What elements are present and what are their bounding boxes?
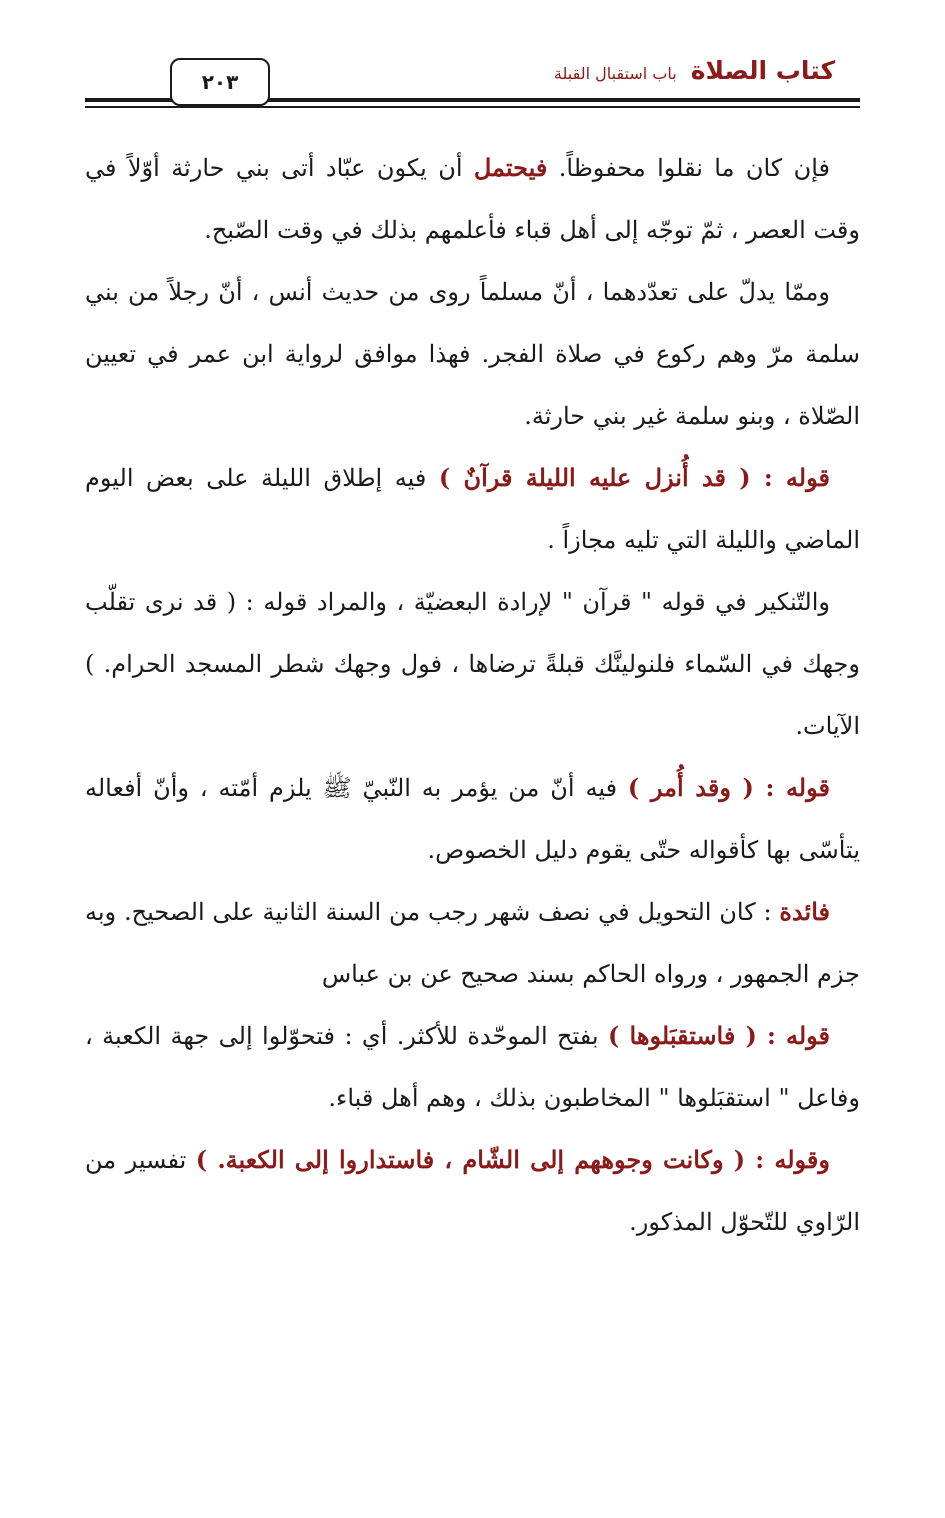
paragraph-5-lead: قوله : ( وقد أُمر ) xyxy=(627,773,830,802)
page-body xyxy=(85,137,860,1253)
paragraph-3-text: فيه إطلاق الليلة على بعض اليوم الماضي والليلة التي تليه مجازاً . xyxy=(85,464,860,554)
paragraph-3-lead: قوله : ( قد أُنزل عليه الليلة قرآنٌ ) xyxy=(438,463,830,492)
paragraph-7 xyxy=(85,1005,860,1129)
header-rule-thin xyxy=(85,106,860,108)
paragraph-1-text-before: فإن كان ما نقلوا محفوظاً. xyxy=(547,154,830,182)
running-header xyxy=(554,56,835,85)
paragraph-3 xyxy=(85,447,860,571)
paragraph-6 xyxy=(85,881,860,1005)
paragraph-8-lead: وقوله : ( وكانت وجوههم إلى الشّام ، فاستداروا إلى الكعبة. ) xyxy=(195,1145,830,1174)
page-header xyxy=(0,0,945,130)
page-number: ٢٠٣ xyxy=(170,58,270,106)
paragraph-4-text: والتّنكير في قوله " قرآن " لإرادة البعضيّة ، والمراد قوله : ( قد نرى تقلّب وجهك في السّماء فلنولينَّك قبلةً ترضاها ، فول وجهك شطر المسجد الحرام. ) الآيات. xyxy=(85,588,860,740)
paragraph-6-text: : كان التحويل في نصف شهر رجب من السنة الثانية على الصحيح. وبه جزم الجمهور ، ورواه الحاكم بسند صحيح عن بن عباس xyxy=(85,898,860,988)
paragraph-5-text: فيه أنّ من يؤمر به النّبيّ ﷺ يلزم أمّته ، وأنّ أفعاله يتأسّى بها كأقواله حتّى يقوم دليل الخصوص. xyxy=(85,774,860,864)
paragraph-6-lead: فائدة xyxy=(779,897,830,926)
paragraph-8 xyxy=(85,1129,860,1253)
paragraph-2-text: وممّا يدلّ على تعدّدهما ، أنّ مسلماً روى من حديث أنس ، أنّ رجلاً من بني سلمة مرّ وهم ركوع في صلاة الفجر. فهذا موافق لرواية ابن عمر في تعيين الصّلاة ، وبنو سلمة غير بني حارثة. xyxy=(85,278,860,430)
paragraph-8-text: تفسير من الرّاوي للتّحوّل المذكور. xyxy=(85,1146,860,1236)
paragraph-1-text-after: أن يكون عبّاد أتى بني حارثة أوّلاً في وقت العصر ، ثمّ توجّه إلى أهل قباء فأعلمهم بذلك في وقت الصّبح. xyxy=(85,154,860,244)
chapter-title: باب استقبال القبلة xyxy=(553,64,677,83)
paragraph-5 xyxy=(85,757,860,881)
paragraph-7-text: بفتح الموحّدة للأكثر. أي : فتحوّلوا إلى جهة الكعبة ، وفاعل " استقبَلوها " المخاطبون بذلك ، وهم أهل قباء. xyxy=(85,1022,860,1112)
book-title: كتاب الصلاة xyxy=(690,56,835,85)
paragraph-7-lead: قوله : ( فاستقبَلوها ) xyxy=(608,1021,831,1050)
paragraph-1-highlight: فيحتمل xyxy=(473,153,548,182)
paragraph-2 xyxy=(85,261,860,447)
paragraph-1 xyxy=(85,137,860,261)
paragraph-4 xyxy=(85,571,860,757)
